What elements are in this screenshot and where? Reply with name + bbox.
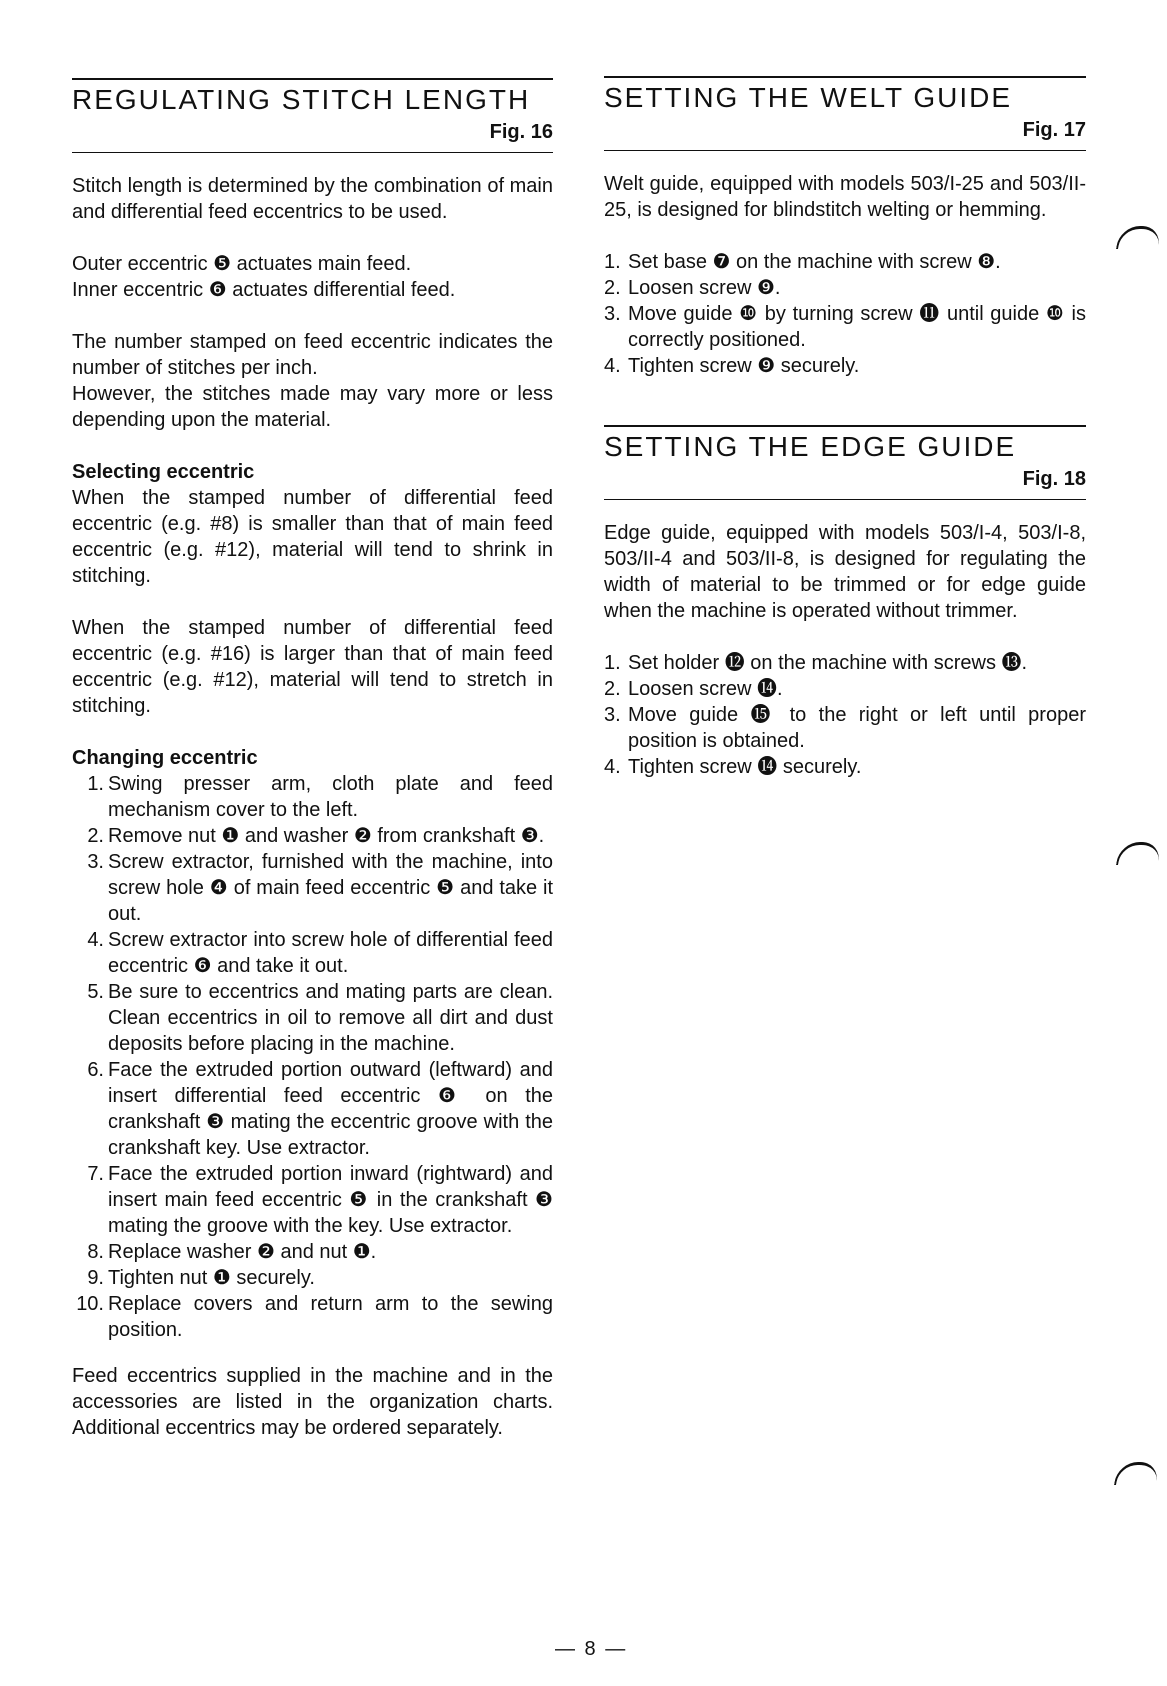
figure-reference: Fig. 16 bbox=[489, 121, 553, 143]
list-item: 1. Set base ❼ on the machine with screw ❽. bbox=[604, 251, 1001, 273]
binding-mark-icon bbox=[1114, 1462, 1160, 1485]
changing-eccentric-steps bbox=[72, 771, 553, 1343]
list-item: 2. Remove nut ❶ and washer ❷ from crankshaft ❸. bbox=[87, 825, 545, 847]
section-title: REGULATING STITCH LENGTH bbox=[72, 84, 531, 115]
variation-paragraph: However, the stitches made may vary more or less depending upon the material. bbox=[72, 383, 553, 431]
binding-mark-icon bbox=[1116, 226, 1162, 249]
top-rule bbox=[604, 76, 1086, 78]
figure-reference: Fig. 17 bbox=[1022, 119, 1086, 141]
list-item: 10. Replace covers and return arm to the sewing position. bbox=[76, 1293, 553, 1341]
list-item: 6. Face the extruded portion outward (leftward) and insert differential feed eccentric ❻ on the crankshaft ❸ mating the eccentric groove with the crankshaft key. Use extractor. bbox=[87, 1059, 553, 1159]
section-regulating-stitch-length bbox=[72, 78, 553, 1441]
list-item: 3. Move guide ❿ by turning screw ⓫ until guide ❿ is correctly positioned. bbox=[604, 303, 1086, 351]
list-item: 8. Replace washer ❷ and nut ❶. bbox=[87, 1241, 377, 1263]
section-edge-guide bbox=[604, 425, 1086, 780]
intro-paragraph: Stitch length is determined by the combination of main and differential feed eccentrics to be used. bbox=[72, 175, 553, 223]
list-item: 2. Loosen screw ❾. bbox=[604, 277, 781, 299]
binding-mark-icon bbox=[1116, 842, 1162, 865]
list-item: 1. Swing presser arm, cloth plate and feed mechanism cover to the left. bbox=[87, 773, 553, 821]
edge-guide-steps bbox=[604, 650, 1086, 780]
outer-eccentric-line: Outer eccentric ❺ actuates main feed. bbox=[72, 253, 412, 275]
right-column bbox=[604, 76, 1086, 780]
welt-guide-steps bbox=[604, 249, 1086, 379]
list-item: 1. Set holder ⓬ on the machine with screws ⓭. bbox=[604, 652, 1028, 674]
changing-eccentric-heading: Changing eccentric bbox=[72, 747, 258, 769]
list-item: 9. Tighten nut ❶ securely. bbox=[87, 1267, 315, 1289]
list-item: 4. Tighten screw ❾ securely. bbox=[604, 355, 860, 377]
inner-eccentric-line: Inner eccentric ❻ actuates differential feed. bbox=[72, 279, 456, 301]
section-title: SETTING THE EDGE GUIDE bbox=[604, 431, 1017, 462]
closing-paragraph: Feed eccentrics supplied in the machine and in the accessories are listed in the organization charts. Additional eccentrics may be ordered separately. bbox=[72, 1365, 553, 1439]
figure-reference: Fig. 18 bbox=[1022, 468, 1086, 490]
stamped-number-paragraph: The number stamped on feed eccentric indicates the number of stitches per inch. bbox=[72, 331, 553, 379]
list-item: 3. Screw extractor, furnished with the machine, into screw hole ❹ of main feed eccentric ❺ and take it out. bbox=[87, 851, 553, 925]
top-rule bbox=[604, 425, 1086, 427]
section-welt-guide bbox=[604, 76, 1086, 379]
list-item: 3. Move guide ⓯ to the right or left until proper position is obtained. bbox=[604, 704, 1086, 752]
section-title: SETTING THE WELT GUIDE bbox=[604, 82, 1013, 113]
page-number: — 8 — bbox=[555, 1638, 628, 1660]
list-item: 7. Face the extruded portion inward (rightward) and insert main feed eccentric ❺ in the crankshaft ❸ mating the groove with the key. Use extractor. bbox=[87, 1163, 553, 1237]
list-item: 4. Screw extractor into screw hole of differential feed eccentric ❻ and take it out. bbox=[87, 929, 553, 977]
shrink-paragraph: When the stamped number of differential feed eccentric (e.g. #8) is smaller than that of main feed eccentric (e.g. #12), material will tend to shrink in stitching. bbox=[72, 487, 553, 587]
list-item: 5. Be sure to eccentrics and mating parts are clean. Clean eccentrics in oil to remove all dirt and dust deposits before placing in the machine. bbox=[87, 981, 553, 1055]
top-rule bbox=[72, 78, 553, 80]
list-item: 2. Loosen screw ⓮. bbox=[604, 678, 783, 700]
selecting-eccentric-heading: Selecting eccentric bbox=[72, 461, 255, 483]
edge-intro-paragraph: Edge guide, equipped with models 503/I-4, 503/I-8, 503/II-4 and 503/II-8, is designed for regulating the width of material to be trimmed or for edge guide when the machine is operated without trimmer. bbox=[604, 522, 1086, 622]
stretch-paragraph: When the stamped number of differential feed eccentric (e.g. #16) is larger than that of main feed eccentric (e.g. #12), material will tend to stretch in stitching. bbox=[72, 617, 553, 717]
welt-intro-paragraph: Welt guide, equipped with models 503/I-25 and 503/II-25, is designed for blindstitch welting or hemming. bbox=[604, 173, 1086, 221]
list-item: 4. Tighten screw ⓮ securely. bbox=[604, 756, 862, 778]
